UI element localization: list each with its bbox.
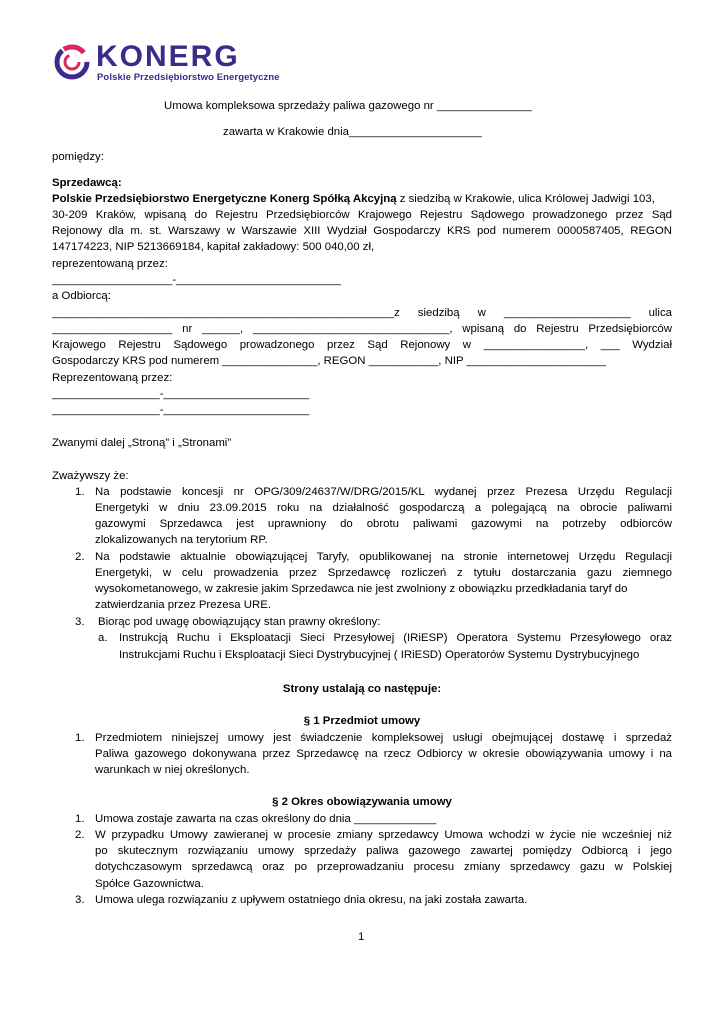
recipient-line-4: Gospodarczy KRS pod numerem _______________, REGON ___________, NIP ______________________: [52, 355, 606, 367]
s2-item-2-line-3: dotychczasowym sprzedawcą oraz po przeprowadzaniu procesu zmiany sprzedawcy gazu w Polskiej: [95, 861, 672, 873]
s1-item-1-line-3: warunkach w niej określonych.: [95, 764, 250, 776]
contract-place-date: zawarta w Krakowie dnia_____________________: [223, 126, 483, 138]
s2-item-number: 3.: [75, 894, 85, 906]
seller-label: Sprzedawcą:: [52, 177, 122, 189]
parties-called: Zwanymi dalej „Stroną” i „Stronami”: [52, 437, 232, 449]
konerg-logo-icon: [54, 44, 90, 80]
section-1-heading: § 1 Przedmiot umowy: [303, 715, 421, 727]
seller-line-2: 30-209 Kraków, wpisaną do Rejestru Przedsiębiorców Krajowego Rejestru Sądowego prowadzonego przez Sąd: [52, 209, 672, 221]
seller-represented-label: reprezentowaną przez:: [52, 258, 168, 270]
page-number: 1: [358, 931, 365, 943]
contract-title: Umowa kompleksowa sprzedaży paliwa gazowego nr _______________: [164, 100, 532, 112]
s1-item-1-line-1: Przedmiotem niniejszej umowy jest świadczenie kompleksowej usługi obejmującej dostawę i sprzedaż: [95, 732, 672, 744]
recipient-rep-line-2: _________________-_______________________: [52, 404, 310, 416]
s2-item-2-line-4: Spółce Gazownictwa.: [95, 878, 204, 890]
s2-item-2-line-1: W przypadku Umowy zawieranej w procesie zmiany sprzedawcy Umowa wchodzi w życie nie wcześniej niż: [95, 829, 672, 841]
whereas-item-2-line-3: wysokometanowego, w zakresie jakim Sprzedawca nie jest zwolniony z obowiązku przedkładania taryf do: [95, 583, 628, 595]
whereas-item-number: 2.: [75, 551, 85, 563]
s2-item-3-line-1: Umowa ulega rozwiązaniu z upływem ostatniego dnia okresu, na jaki została zawarta.: [95, 894, 528, 906]
recipient-represented-label: Reprezentowaną przez:: [52, 372, 173, 384]
whereas-item-number: 1.: [75, 486, 85, 498]
whereas-item-2-line-4: zatwierdzania przez Prezesa URE.: [95, 599, 271, 611]
recipient-line-3: Krajowego Rejestru Sądowego prowadzonego przez Sąd Rejonowy w ________________, ___ Wydział: [52, 339, 672, 351]
s2-item-number: 2.: [75, 829, 85, 841]
whereas-item-3-line-1: Biorąc pod uwagę obowiązujący stan prawny określony:: [98, 616, 381, 628]
s2-item-1-line-1: Umowa zostaje zawarta na czas określony do dnia _____________: [95, 813, 437, 825]
seller-line-3: Rejonowy dla m. st. Warszawy w Warszawie XIII Wydział Gospodarczy KRS pod numerem 0000587405, REGON: [52, 225, 672, 237]
recipient-rep-line-1: _________________-_______________________: [52, 388, 310, 400]
seller-line-1: [52, 191, 655, 207]
recipient-line-1: ______________________________________________________z siedzibą w ____________________ ulica: [52, 307, 672, 319]
whereas-subitem-letter: a.: [98, 632, 108, 644]
agreement-heading: Strony ustalają co następuje:: [282, 683, 442, 695]
recipient-label: a Odbiorcą:: [52, 290, 111, 302]
seller-rep-line: ___________________-__________________________: [52, 274, 341, 286]
seller-name: Polskie Przedsiębiorstwo Energetyczne Konerg Spółką Akcyjną: [52, 193, 397, 205]
seller-address: z siedzibą w Krakowie, ulica Królowej Jadwigi 103,: [396, 193, 655, 205]
s1-item-1-line-2: Paliwa gazowego dokonywana przez Sprzedawcę na rzecz Odbiorcy w okresie obowiązywania umowy i na: [95, 748, 672, 760]
section-2-heading: § 2 Okres obowiązywania umowy: [272, 796, 452, 808]
whereas-subitem-line-2: Instrukcjami Ruchu i Eksploatacji Sieci Dystrybucyjnej ( IRiESD) Operatorów Systemu Dystrybucyjnego: [119, 649, 640, 661]
s2-item-number: 1.: [75, 813, 85, 825]
whereas-item-2-line-1: Na podstawie aktualnie obowiązującej Taryfy, opublikowanej na stronie internetowej Urzędu Regulacji: [95, 551, 672, 563]
s2-item-2-line-2: po skutecznym rozwiązaniu umowy sprzedaży paliwa gazowego zawartej pomiędzy Odbiorcą i jego: [95, 845, 672, 857]
seller-line-4: 147174223, NIP 5213669184, kapitał zakładowy: 500 040,00 zł,: [52, 241, 375, 253]
whereas-item-number: 3.: [75, 616, 85, 628]
whereas-label: Zważywszy że:: [52, 470, 129, 482]
s1-item-number: 1.: [75, 732, 85, 744]
recipient-line-2: ___________________ nr ______, _______________________________, wpisaną do Rejestru Przedsiębiorców: [52, 323, 672, 335]
whereas-item-1-line-2: Energetyki w dniu 23.09.2015 roku na działalność gospodarczą a polegającą na obrocie paliwami: [95, 502, 672, 514]
whereas-item-1-line-1: Na podstawie koncesji nr OPG/309/24637/W/DRG/2015/KL wydanej przez Prezesa Urzędu Regulacji: [95, 486, 672, 498]
whereas-subitem-line-1: Instrukcją Ruchu i Eksploatacji Sieci Przesyłowej (IRiESP) Operatora Systemu Przesyłowego oraz: [119, 632, 672, 644]
company-logo: [52, 40, 280, 86]
logo-subtitle: Polskie Przedsiębiorstwo Energetyczne: [97, 72, 280, 83]
whereas-item-1-line-4: zlokalizowanych na terytorium RP.: [95, 534, 268, 546]
logo-name: KONERG: [96, 40, 240, 73]
between-label: pomiędzy:: [52, 151, 104, 163]
whereas-item-2-line-2: Energetyki, w celu prowadzenia przez Sprzedawcę rozliczeń z tytułu dostarczania gazu ziemnego: [95, 567, 672, 579]
whereas-item-1-line-3: gazowymi Sprzedawca jest uprawniony do obrotu paliwami gazowymi na potrzeby odbiorców: [95, 518, 672, 530]
